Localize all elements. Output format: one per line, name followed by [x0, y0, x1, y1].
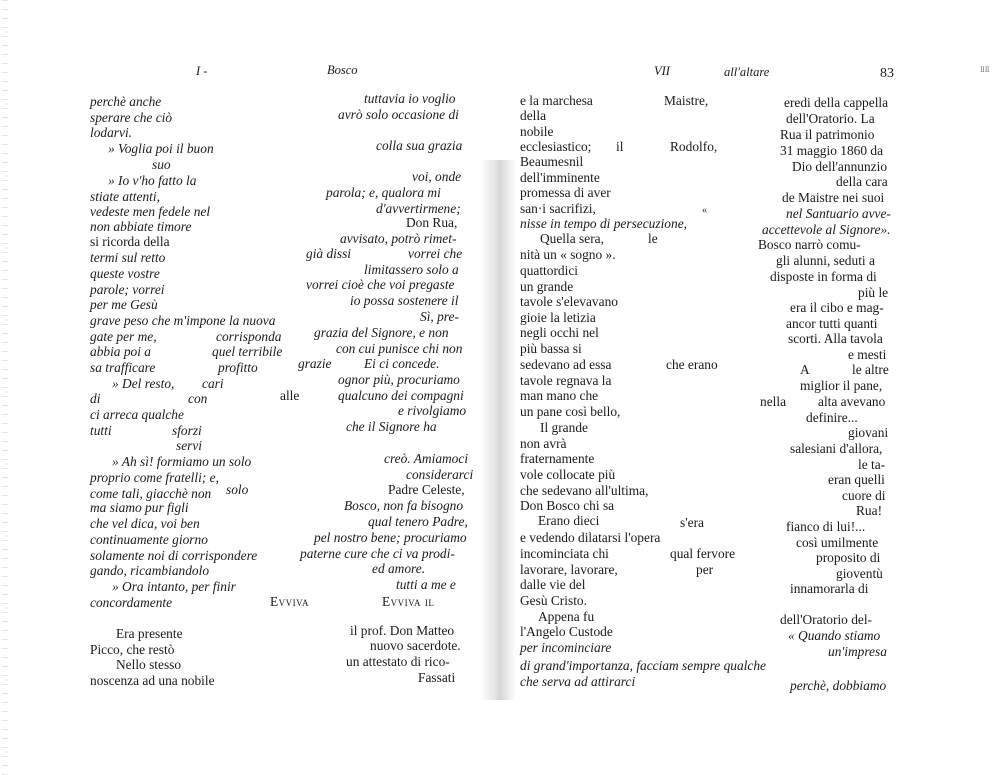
text-line: tavole s'elevavano	[520, 294, 618, 309]
text-line: » Del resto,	[112, 376, 175, 391]
text-line: solo	[226, 482, 249, 497]
text-line: il	[616, 139, 624, 154]
text-line: qual fervore	[670, 546, 736, 561]
text-line: io possa sostenere il	[350, 293, 459, 308]
text-line: sperare che ciò	[90, 110, 173, 125]
text-line: perchè anche	[90, 94, 162, 109]
text-line: sa trafficare	[90, 360, 156, 375]
text-line: proposito di	[816, 550, 881, 565]
text-line: Dio dell'annunzio	[792, 159, 888, 174]
text-line: vole collocate più	[520, 467, 616, 482]
text-line: eran quelli	[828, 472, 885, 487]
text-line: gate per me,	[90, 329, 157, 344]
text-line: un'impresa	[828, 644, 887, 659]
text-line: Gesù Cristo.	[520, 593, 587, 608]
text-line: qual tenero Padre,	[368, 514, 468, 529]
text-line: nità un « sogno ».	[520, 247, 616, 262]
text-line: nobile	[520, 124, 554, 139]
text-line: di	[90, 391, 101, 406]
text-line: » Voglia poi il buon	[108, 141, 214, 156]
text-line: » Ah sì! formiamo un solo	[112, 454, 252, 469]
text-line: nuovo sacerdote.	[370, 638, 461, 653]
text-line: considerarci	[406, 467, 474, 482]
text-line: man mano che	[520, 388, 599, 403]
text-line: » Ora intanto, per finir	[112, 579, 236, 594]
text-line: per	[696, 562, 714, 577]
text-line: Erano dieci	[538, 513, 600, 528]
text-line: nel Santuario avve-	[786, 206, 891, 221]
text-line: vorrei che	[408, 246, 463, 261]
text-line: solamente noi di corrispondere	[90, 548, 258, 563]
text-line: Maistre,	[664, 93, 709, 108]
text-line: termi sul retto	[90, 250, 166, 265]
text-line: Don Rua,	[406, 215, 458, 230]
text-line: le ta-	[858, 457, 886, 472]
text-line: nella	[760, 394, 787, 409]
text-line: ed amore.	[372, 561, 426, 576]
text-line: un attestato di rico-	[346, 654, 450, 669]
text-line: Nello stesso	[116, 657, 182, 672]
text-line: qualcuno dei compagni	[338, 388, 464, 403]
text-line: Ei ci concede.	[364, 356, 440, 371]
text-line: dell'imminente	[520, 170, 600, 185]
text-line: profitto	[218, 360, 258, 375]
text-line: lavorare, lavorare,	[520, 562, 618, 577]
text-line: tuttavia io voglio	[364, 91, 456, 106]
left-header-roman: I -	[196, 64, 208, 78]
text-line: l'Angelo Custode	[520, 624, 613, 639]
text-line: un pane così bello,	[520, 404, 621, 419]
text-line: e rivolgiamo	[398, 403, 467, 418]
text-line: grazia del Signore, e non	[314, 325, 449, 340]
text-line: alta avevano	[818, 394, 886, 409]
text-line: gando, ricambiandolo	[90, 563, 210, 578]
text-line: tavole regnava la	[520, 373, 612, 388]
text-line: servi	[176, 438, 203, 453]
text-line: non avrà	[520, 436, 567, 451]
text-line: limitassero solo a	[364, 262, 459, 277]
text-line: parole; vorrei	[90, 282, 165, 297]
text-line: salesiani d'allora,	[790, 441, 883, 456]
text-line: Il grande	[540, 420, 588, 435]
text-line: promessa di aver	[520, 185, 611, 200]
text-line: ancor tutti quanti	[786, 316, 878, 331]
text-line: proprio come fratelli; e,	[90, 470, 219, 485]
text-line: concordamente	[90, 595, 173, 610]
text-line: Picco, che restò	[90, 642, 175, 657]
text-line: ecclesiastico;	[520, 139, 592, 154]
text-line: dell'Oratorio. La	[786, 111, 875, 126]
text-line: le	[648, 231, 658, 246]
text-line: che sedevano all'ultima,	[520, 483, 649, 498]
text-line: che vel dica, voi ben	[90, 516, 200, 531]
text-line: eredi della cappella	[784, 95, 889, 110]
text-line: » Io v'ho fatto la	[108, 173, 197, 188]
text-line: Fassati	[418, 670, 456, 685]
text-line: si ricorda della	[90, 234, 170, 249]
text-line: per incominciare	[520, 640, 612, 655]
text-line: definire...	[806, 410, 858, 425]
text-line: e mesti	[848, 347, 887, 362]
text-line: noscenza ad una nobile	[90, 673, 215, 688]
text-line: accettevole al Signore».	[762, 222, 891, 237]
text-line: « Quando stiamo	[788, 628, 881, 643]
text-line: voi, onde	[412, 169, 462, 184]
text-line: Sì, pre-	[420, 309, 459, 324]
text-line: il prof. Don Matteo	[350, 623, 455, 638]
text-line: Don Bosco chi sa	[520, 498, 615, 513]
text-line: Beaumesnil	[520, 154, 584, 169]
text-line: e vedendo dilatarsi l'opera	[520, 530, 661, 545]
text-line: Bosco narrò comu-	[758, 237, 861, 252]
text-line: vorrei cioè che voi pregaste	[306, 277, 455, 292]
text-line: ci arreca qualche	[90, 407, 184, 422]
text-line: che serva ad attirarci	[520, 674, 636, 689]
text-line: Evviva	[270, 594, 310, 609]
text-line: era il cibo e mag-	[790, 300, 884, 315]
text-line: già dissi	[306, 246, 352, 261]
text-line: stiate attenti,	[90, 189, 160, 204]
text-line: san·i sacrifizi,	[520, 201, 596, 216]
left-header-word: Bosco	[327, 63, 358, 77]
text-line: parola; e, qualora mi	[326, 185, 441, 200]
text-line: quattordici	[520, 263, 579, 278]
text-line: le altre	[852, 362, 889, 377]
text-line: 31 maggio 1860 da	[780, 143, 884, 158]
text-line: con	[188, 391, 208, 406]
text-line: di grand'importanza, facciam sempre qualche	[520, 658, 766, 673]
text-line: avvisato, potrò rimet-	[340, 231, 457, 246]
text-line: paterne cure che ci va prodi-	[300, 546, 455, 561]
text-line: che il Signore ha	[346, 419, 437, 434]
text-line: sedevano ad essa	[520, 357, 612, 372]
text-line: grave peso che m'impone la nuova	[90, 313, 276, 328]
text-line: cuore di	[842, 488, 886, 503]
text-line: colla sua grazia	[376, 138, 463, 153]
text-line: «	[702, 205, 707, 216]
text-line: non abbiate timore	[90, 219, 192, 234]
margin-mark: ⅡⅡ	[980, 66, 990, 74]
text-line: grazie	[298, 356, 332, 371]
text-line: ognor più, procuriamo	[338, 372, 460, 387]
text-line: quel terribile	[212, 344, 283, 359]
text-line: Era presente	[116, 626, 183, 641]
text-line: tutti	[90, 423, 112, 438]
text-line: perchè, dobbiamo	[790, 678, 887, 693]
text-line: gioventù	[836, 566, 883, 581]
text-line: più le	[858, 285, 889, 300]
text-line: innamorarla di	[790, 581, 869, 596]
text-line: cari	[202, 376, 224, 391]
text-line: che erano	[666, 357, 718, 372]
text-line: corrisponda	[216, 329, 282, 344]
right-header-word: all'altare	[724, 65, 770, 79]
text-line: per me Gesù	[90, 297, 158, 312]
text-line: della	[520, 108, 547, 123]
text-line: creò. Amiamoci	[384, 451, 469, 466]
text-line: giovani	[848, 425, 889, 440]
text-line: avrò solo occasione di	[338, 107, 459, 122]
text-line: pel nostro bene; procuriamo	[314, 530, 467, 545]
left-page	[0, 0, 490, 775]
text-line: Rua!	[856, 503, 883, 518]
text-line: Padre Celeste,	[388, 482, 465, 497]
text-line: vedeste men fedele nel	[90, 204, 211, 219]
text-line: così umilmente	[796, 535, 879, 550]
text-line: Appena fu	[538, 609, 595, 624]
text-line: de Maistre nei suoi	[782, 190, 885, 205]
text-line: fianco di lui!...	[786, 519, 866, 534]
text-line: lodarvi.	[90, 125, 133, 140]
text-line: disposte in forma di	[770, 269, 877, 284]
text-line: un grande	[520, 279, 574, 294]
text-line: tutti a me e	[396, 577, 456, 592]
text-line: gioie la letizia	[520, 310, 596, 325]
text-line: A	[800, 362, 810, 377]
text-line: come tali, giacchè non	[90, 486, 212, 501]
text-line: nisse in tempo di persecuzione,	[520, 216, 687, 231]
text-line: Bosco, non fa bisogno	[344, 498, 464, 513]
text-line: abbia poi a	[90, 344, 152, 359]
text-line: miglior il pane,	[800, 378, 883, 393]
text-line: più bassa si	[520, 341, 582, 356]
text-line: con cui punisce chi non	[336, 341, 463, 356]
text-line: incominciata chi	[520, 546, 609, 561]
text-line: Quella sera,	[540, 231, 604, 246]
text-line: negli occhi nel	[520, 325, 599, 340]
text-line: scorti. Alla tavola	[788, 331, 883, 346]
text-line: queste vostre	[90, 266, 160, 281]
text-line: della cara	[836, 174, 888, 189]
text-line: continuamente giorno	[90, 532, 208, 547]
text-line: alle	[280, 388, 300, 403]
right-header-roman: VII	[654, 64, 670, 78]
text-line: e la marchesa	[520, 93, 593, 108]
text-line: dalle vie del	[520, 577, 586, 592]
text-line: d'avvertirmene;	[376, 201, 461, 216]
page-number: 83	[880, 66, 894, 81]
text-line: gli alunni, seduti a	[776, 253, 875, 268]
text-line: ma siamo pur figli	[90, 500, 189, 515]
text-line: Rodolfo,	[670, 139, 718, 154]
text-line: Evviva il	[382, 594, 435, 609]
text-line: s'era	[680, 515, 704, 530]
text-line: Rua il patrimonio	[780, 127, 875, 142]
text-line: dell'Oratorio del-	[780, 612, 873, 627]
text-line: sforzi	[172, 423, 202, 438]
text-line: suo	[152, 157, 171, 172]
text-line: fraternamente	[520, 451, 595, 466]
